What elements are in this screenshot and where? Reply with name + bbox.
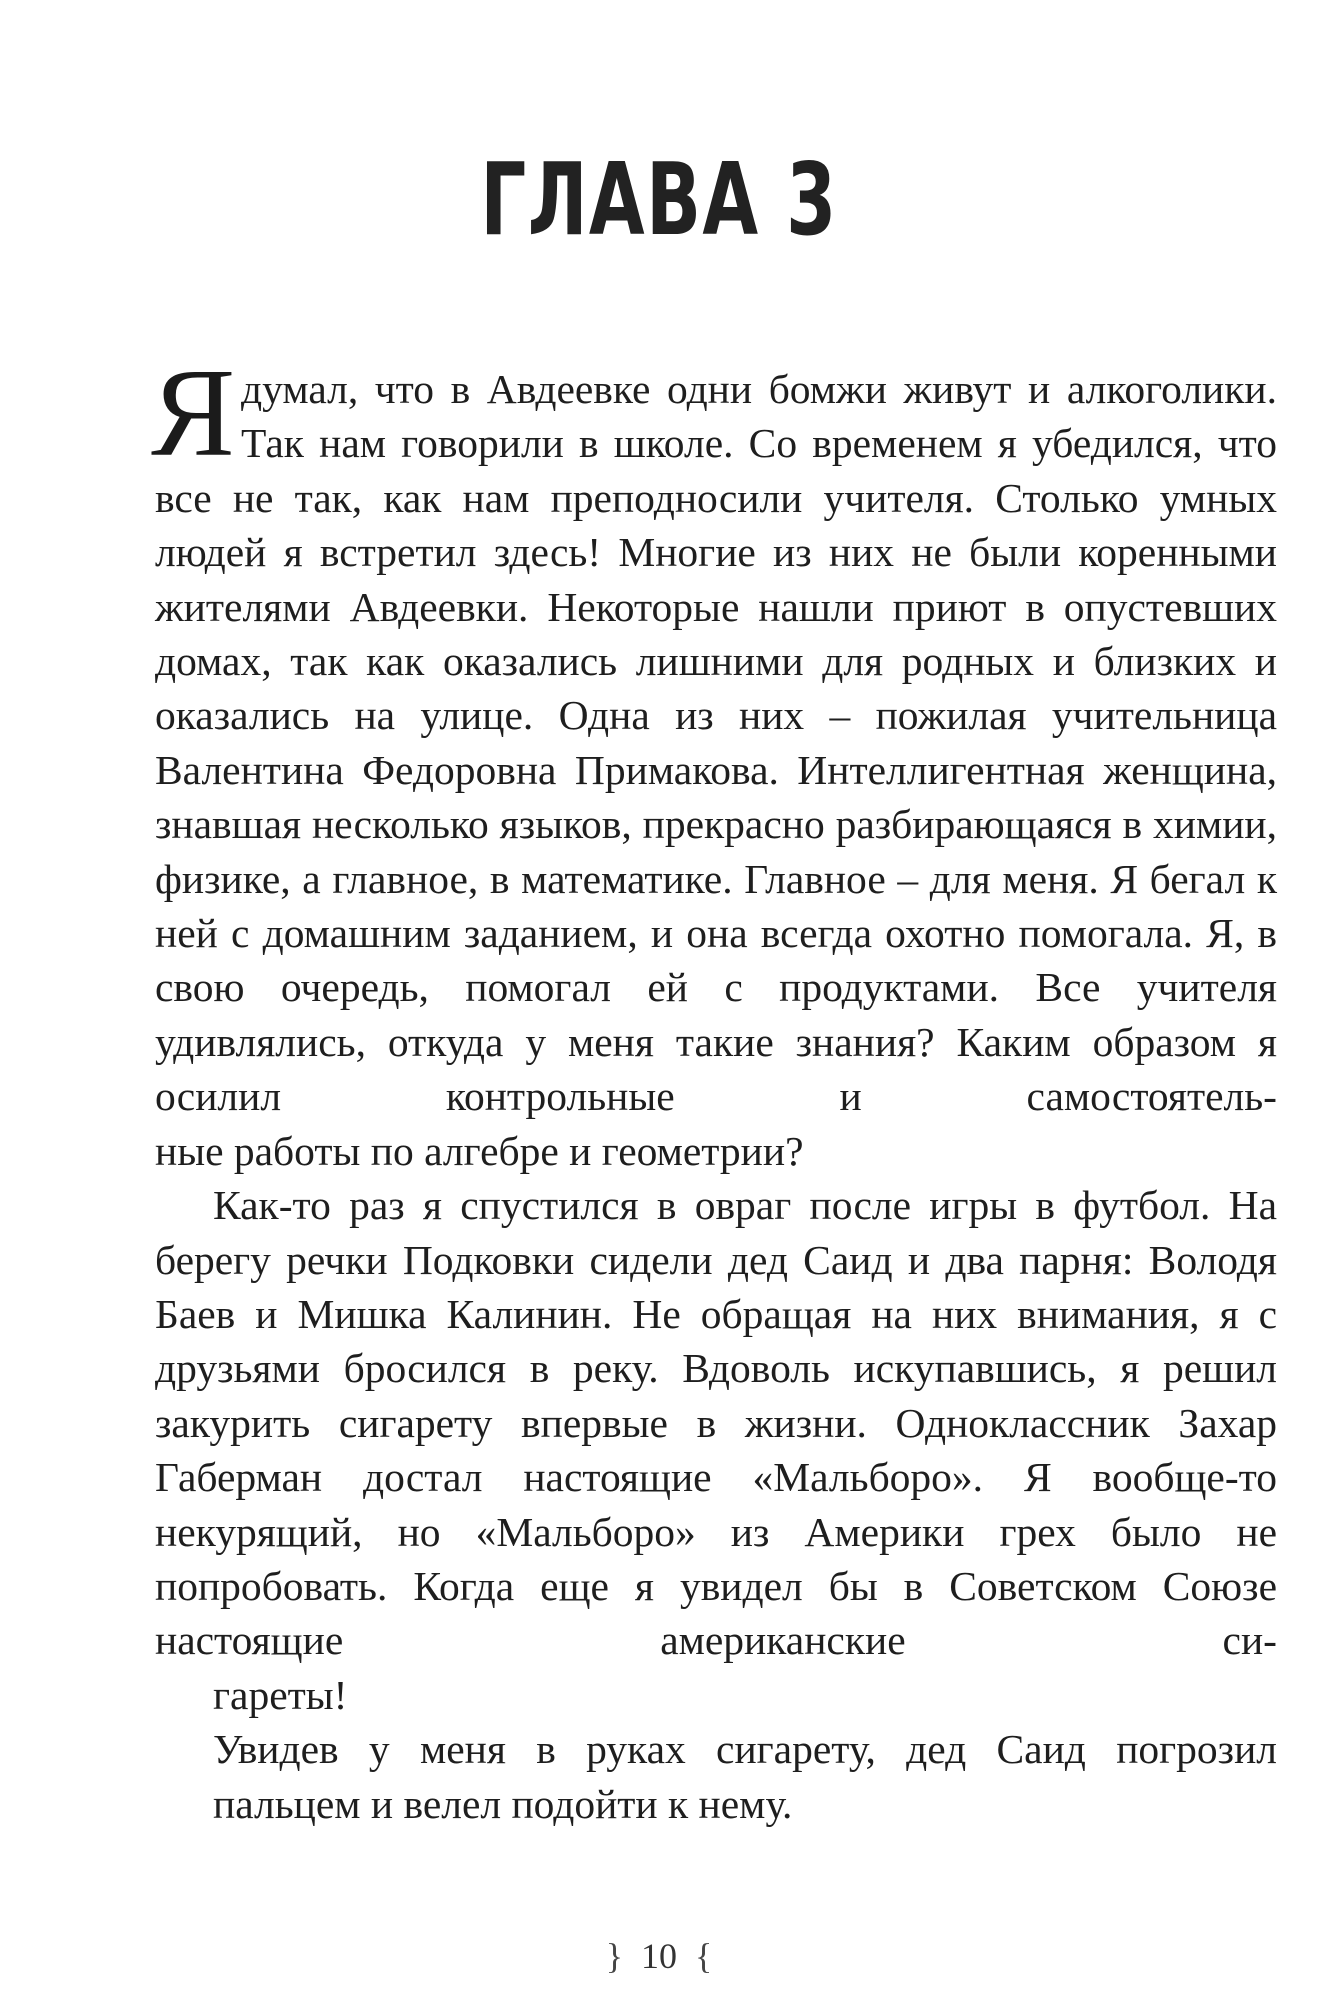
paragraph-3 (155, 1722, 1277, 1831)
page-number-right-ornament: { (695, 1936, 713, 1976)
paragraph-3-last-line: пальцем и велел подойти к нему. (213, 1780, 793, 1827)
page-number (0, 1935, 1318, 1977)
paragraph-3-text: Увидев у меня в руках сигарету, дед Саид погрозил (213, 1726, 1277, 1773)
body-text (151, 344, 1277, 1831)
dropcap-letter: Я (151, 344, 236, 483)
chapter-title: ГЛАВА 3 (480, 141, 838, 258)
page-number-value: 10 (641, 1936, 677, 1976)
paragraph-1 (151, 344, 1277, 1178)
paragraph-2-text: Как-то раз я спустился в овраг после игры в футбол. На берегу речки Подковки сидели дед Саид и два парня: Володя Баев и Мишка Калинин. Не обращая на них внимания, я с друзьями бросился в реку. Вдоволь искупавшись, я решил закурить сигарету впервые в жизни. Одноклассник Захар Габерман достал настоящие «Мальборо». Я вообще-то некурящий, но «Мальборо» из Америки грех было не попробовать. Когда еще я увидел бы в Советском Союзе настоящие американские си- (155, 1182, 1277, 1664)
paragraph-1-text: думал, что в Авдеевке одни бомжи живут и алкоголики. Так нам говорили в школе. Со временем я убедился, что все не так, как нам преподносили учителя. Столько умных людей я встретил здесь! Многие из них не были коренными жителями Авдеевки. Некоторые нашли приют в опустевших домах, так как оказались лишними для родных и близких и оказались на улице. Одна из них – пожилая учительница Валентина Федоровна Примакова. Интеллигентная женщина, знавшая несколько языков, прекрасно разбирающаяся в химии, физике, а главное, в математике. Главное – для меня. Я бегал к ней с домашним заданием, и она всегда охотно помогала. Я, в свою очередь, помогал ей с продуктами. Все учителя удивлялись, откуда у меня такие знания? Каким образом я осилил контрольные и самостоятель- (155, 366, 1277, 1120)
paragraph-2-last-line: гареты! (213, 1671, 348, 1718)
paragraph-2 (155, 1178, 1277, 1722)
paragraph-1-last-line: ные работы по алгебре и геометрии? (155, 1127, 804, 1174)
page-number-left-ornament: } (605, 1936, 623, 1976)
